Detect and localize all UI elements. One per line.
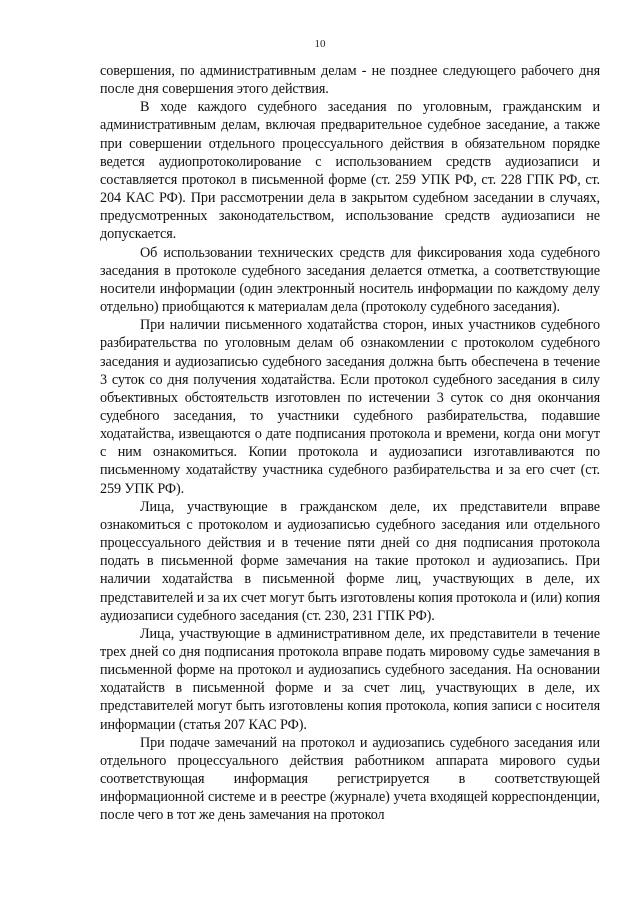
page-number: 10 [314,38,326,50]
document-body [100,62,600,825]
paragraph-continuation: совершения, по административным делам - не позднее следующего рабочего дня после дня совершения этого действия. [100,63,600,98]
paragraph-administrative-cases: Лица, участвующие в административном деле, их представители в течение трех дней со дня подписания протокола вправе подать мировому судье замечания в письменной форме на протокол и аудиозапись судебного заседания. На основании ходатайств в письменной форме и за счет лиц, участвующих в деле, их представителей могут быть изготовлены копия протокола, копия записи с носителя информации (статья 207 КАС РФ). [100,625,600,733]
paragraph-technical-means: Об использовании технических средств для фиксирования хода судебного заседания в протоколе судебного заседания делается отметка, а соответствующие носители информации (один электронный носитель информации по каждому делу отдельно) приобщаются к материалам дела (протоколу судебного заседания). [100,244,600,316]
paragraph-criminal-cases: При наличии письменного ходатайства сторон, иных участников судебного разбирательства по уголовным делам об ознакомлении с протоколом судебного заседания и аудиозаписью судебного заседания должна быть обеспечена в течение 3 суток со дня получения ходатайства. Если протокол судебного заседания в силу объективных обстоятельств изготовлен по истечении 3 суток со дня окончания судебного заседания, то участники судебного разбирательства, подавшие ходатайства, извещаются о дате подписания протокола и времени, когда они могут с ним ознакомиться. Копии протокола и аудиозаписи изготавливаются по письменному ходатайству участника судебного разбирательства и за его счет (ст. 259 УПК РФ). [100,317,600,497]
paragraph-audio-recording: В ходе каждого судебного заседания по уголовным, гражданским и административным делам, включая предварительное судебное заседание, а также при совершении отдельного процессуального действия в обязательном порядке ведется аудиопротоколирование с использованием средств аудиозаписи и составляется протокол в письменной форме (ст. 259 УПК РФ, ст. 228 ГПК РФ, ст. 204 КАС РФ). При рассмотрении дела в закрытом судебном заседании в случаях, предусмотренных законодательством, использование средств аудиозаписи не допускается. [100,99,600,243]
paragraph-civil-cases: Лица, участвующие в гражданском деле, их представители вправе ознакомиться с протоколом и аудиозаписью судебного заседания или отдельного процессуального действия и в течение пяти дней со дня подписания протокола подать в письменной форме замечания на такие протокол и аудиозапись. При наличии ходатайства в письменной форме лиц, участвующих в деле, их представителей и за их счет могут быть изготовлены копия протокола и (или) копия аудиозаписи судебного заседания (ст. 230, 231 ГПК РФ). [100,498,600,624]
paragraph-objections: При подаче замечаний на протокол и аудиозапись судебного заседания или отдельного процессуального действия работником аппарата мирового судьи соответствующая информация регистрируется в соответствующей информационной системе и в реестре (журнале) учета входящей корреспонденции, после чего в тот же день замечания на протокол [100,734,600,824]
